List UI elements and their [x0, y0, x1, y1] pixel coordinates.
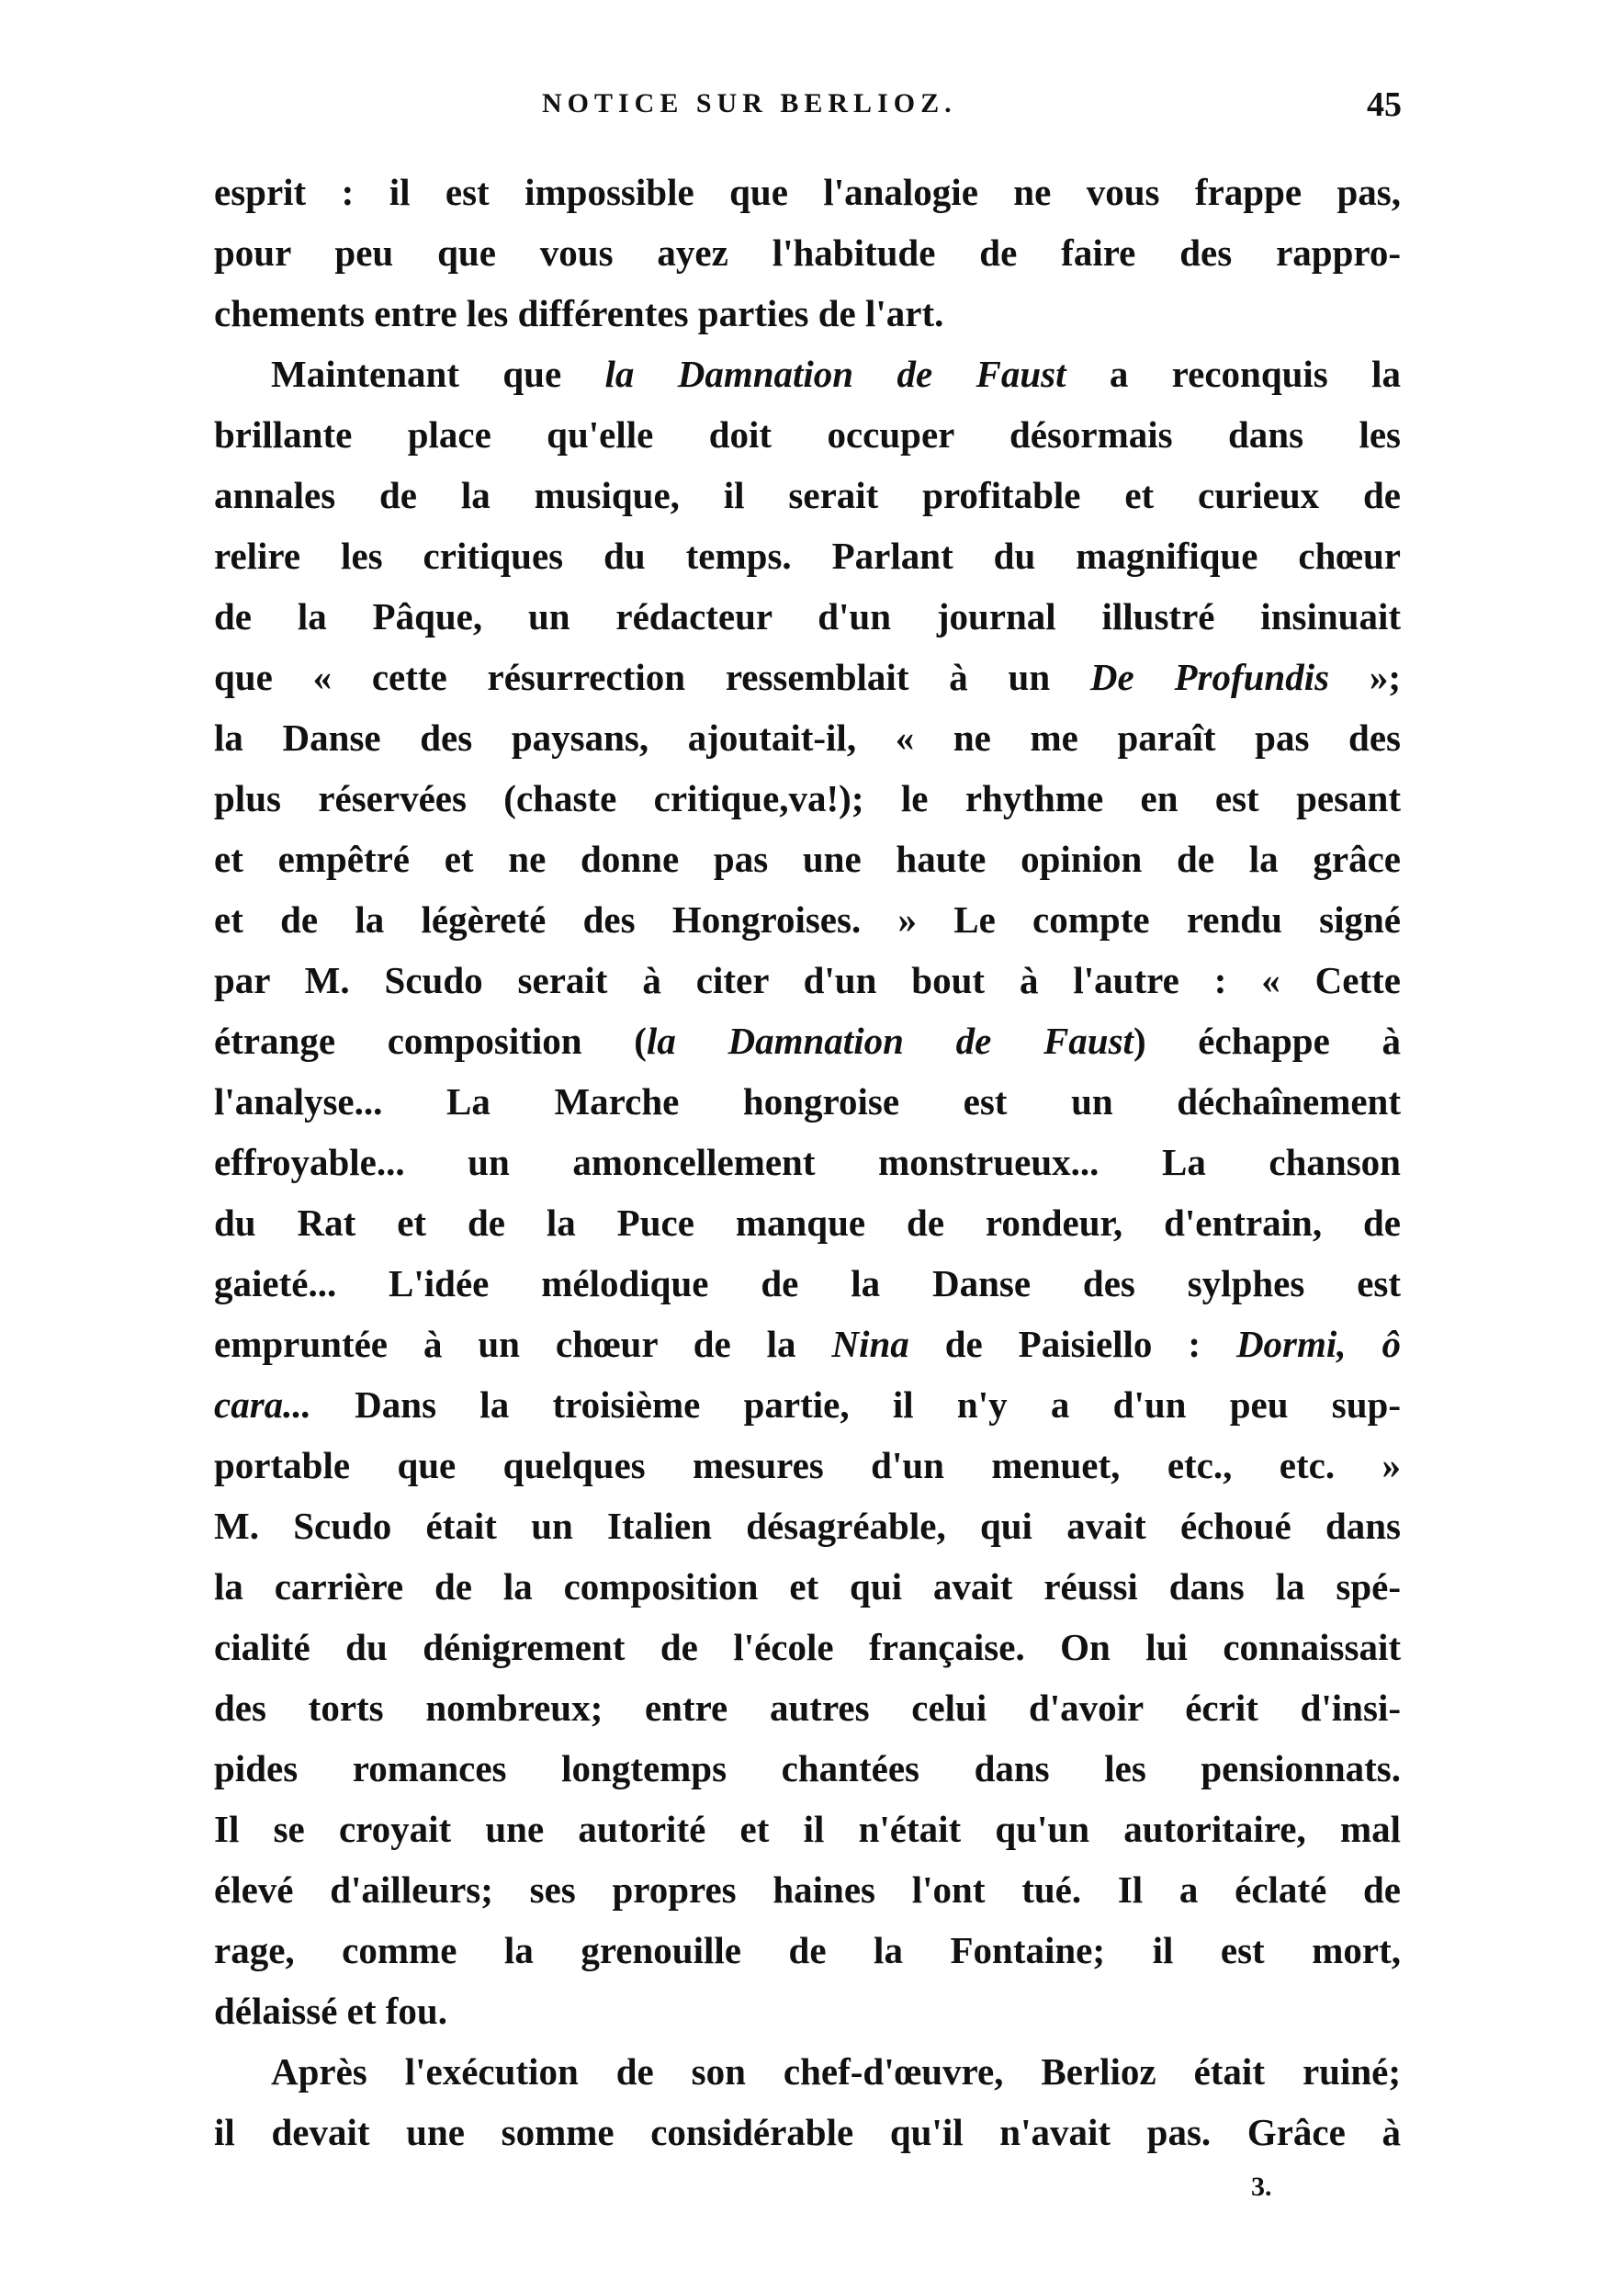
text-run: élevé d'ailleurs; ses propres haines l'ont tué. Il a éclaté de: [214, 1868, 1401, 1911]
text-line: [214, 1314, 1401, 1374]
text-run: chements entre les différentes parties de l'art.: [214, 292, 944, 334]
text-line: [214, 829, 1401, 889]
text-run: la Danse des paysans, ajoutait-il, « ne me paraît pas des: [214, 717, 1401, 759]
text-line: [214, 222, 1401, 283]
text-line: [214, 1677, 1401, 1738]
italic-title: Nina: [831, 1323, 909, 1365]
text-line: [214, 950, 1401, 1010]
text-run: relire les critiques du temps. Parlant du magnifique chœur: [214, 535, 1401, 577]
text-line: [214, 1556, 1401, 1617]
text-line: [214, 465, 1401, 525]
text-run: pides romances longtemps chantées dans les pensionnats.: [214, 1747, 1401, 1789]
text-line: [214, 1799, 1401, 1859]
text-run: l'analyse... La Marche hongroise est un déchaînement: [214, 1080, 1401, 1123]
text-line: [214, 344, 1401, 404]
text-line: [214, 1132, 1401, 1192]
text-run: des torts nombreux; entre autres celui d'avoir écrit d'insi-: [214, 1687, 1401, 1729]
text-run: Dans la troisième partie, il n'y a d'un peu sup-: [310, 1383, 1401, 1426]
text-run: Maintenant que: [271, 353, 605, 395]
italic-title: cara...: [214, 1383, 311, 1426]
italic-title: la Damnation de Faust: [646, 1020, 1133, 1062]
text-line: [214, 1435, 1401, 1495]
text-line: [214, 1981, 1401, 2041]
text-run: et empêtré et ne donne pas une haute opinion de la grâce: [214, 838, 1401, 880]
text-run: rage, comme la grenouille de la Fontaine; il est mort,: [214, 1929, 1401, 1971]
text-run: esprit : il est impossible que l'analogie ne vous frappe pas,: [214, 171, 1401, 213]
italic-title: Dormi, ô: [1235, 1323, 1401, 1365]
text-line: [214, 1374, 1401, 1435]
text-run: de la Pâque, un rédacteur d'un journal illustré insinuait: [214, 595, 1401, 638]
text-run: délaissé et fou.: [214, 1990, 447, 2032]
text-run: il devait une somme considérable qu'il n'avait pas. Grâce à: [214, 2111, 1401, 2153]
text-run: par M. Scudo serait à citer d'un bout à l'autre : « Cette: [214, 959, 1401, 1001]
signature-mark: 3.: [1251, 2172, 1272, 2202]
text-line: [214, 647, 1401, 707]
text-line: [214, 889, 1401, 950]
text-run: que « cette résurrection ressemblait à un: [214, 656, 1090, 698]
text-line: [214, 1617, 1401, 1677]
text-line: [214, 1010, 1401, 1071]
italic-title: De Profundis: [1089, 656, 1330, 698]
text-line: [214, 1071, 1401, 1132]
text-line: [214, 404, 1401, 465]
text-line: [214, 1495, 1401, 1556]
text-run: plus réservées (chaste critique,va!); le rhythme en est pesant: [214, 777, 1401, 819]
running-head-title: NOTICE SUR BERLIOZ.: [542, 88, 957, 118]
text-run: empruntée à un chœur de la: [214, 1323, 832, 1365]
text-run: du Rat et de la Puce manque de rondeur, d'entrain, de: [214, 1202, 1401, 1244]
text-run: Il se croyait une autorité et il n'était qu'un autoritaire, mal: [214, 1808, 1401, 1850]
body-text: [214, 162, 1401, 2162]
text-run: de Paisiello :: [908, 1323, 1236, 1365]
text-line: [214, 1192, 1401, 1253]
text-run: étrange composition (: [214, 1020, 647, 1062]
text-run: ) échappe à: [1133, 1020, 1401, 1062]
running-head: [0, 85, 1624, 134]
text-run: Après l'exécution de son chef-d'œuvre, Berlioz était ruiné;: [271, 2050, 1401, 2093]
text-run: annales de la musique, il serait profitable et curieux de: [214, 474, 1401, 516]
text-line: [214, 525, 1401, 586]
text-line: [214, 283, 1401, 344]
italic-title: la Damnation de Faust: [604, 353, 1066, 395]
text-line: [214, 1738, 1401, 1799]
text-line: [214, 1253, 1401, 1314]
text-run: a reconquis la: [1066, 353, 1401, 395]
text-line: [214, 1859, 1401, 1920]
text-line: [214, 2041, 1401, 2102]
text-line: [214, 768, 1401, 829]
text-line: [214, 707, 1401, 768]
page-number: 45: [1367, 85, 1402, 124]
text-run: brillante place qu'elle doit occuper désormais dans les: [214, 413, 1401, 456]
text-run: gaieté... L'idée mélodique de la Danse des sylphes est: [214, 1262, 1401, 1304]
text-run: pour peu que vous ayez l'habitude de faire des rappro-: [214, 231, 1401, 274]
text-run: la carrière de la composition et qui avait réussi dans la spé-: [214, 1565, 1401, 1608]
text-run: »;: [1329, 656, 1401, 698]
text-run: cialité du dénigrement de l'école française. On lui connaissait: [214, 1626, 1401, 1668]
text-run: effroyable... un amoncellement monstrueux... La chanson: [214, 1141, 1401, 1183]
text-run: M. Scudo était un Italien désagréable, qui avait échoué dans: [214, 1505, 1401, 1547]
text-run: et de la légèreté des Hongroises. » Le compte rendu signé: [214, 898, 1401, 941]
text-line: [214, 2102, 1401, 2162]
text-line: [214, 586, 1401, 647]
text-line: [214, 162, 1401, 222]
text-line: [214, 1920, 1401, 1981]
text-run: portable que quelques mesures d'un menuet, etc., etc. »: [214, 1444, 1401, 1486]
